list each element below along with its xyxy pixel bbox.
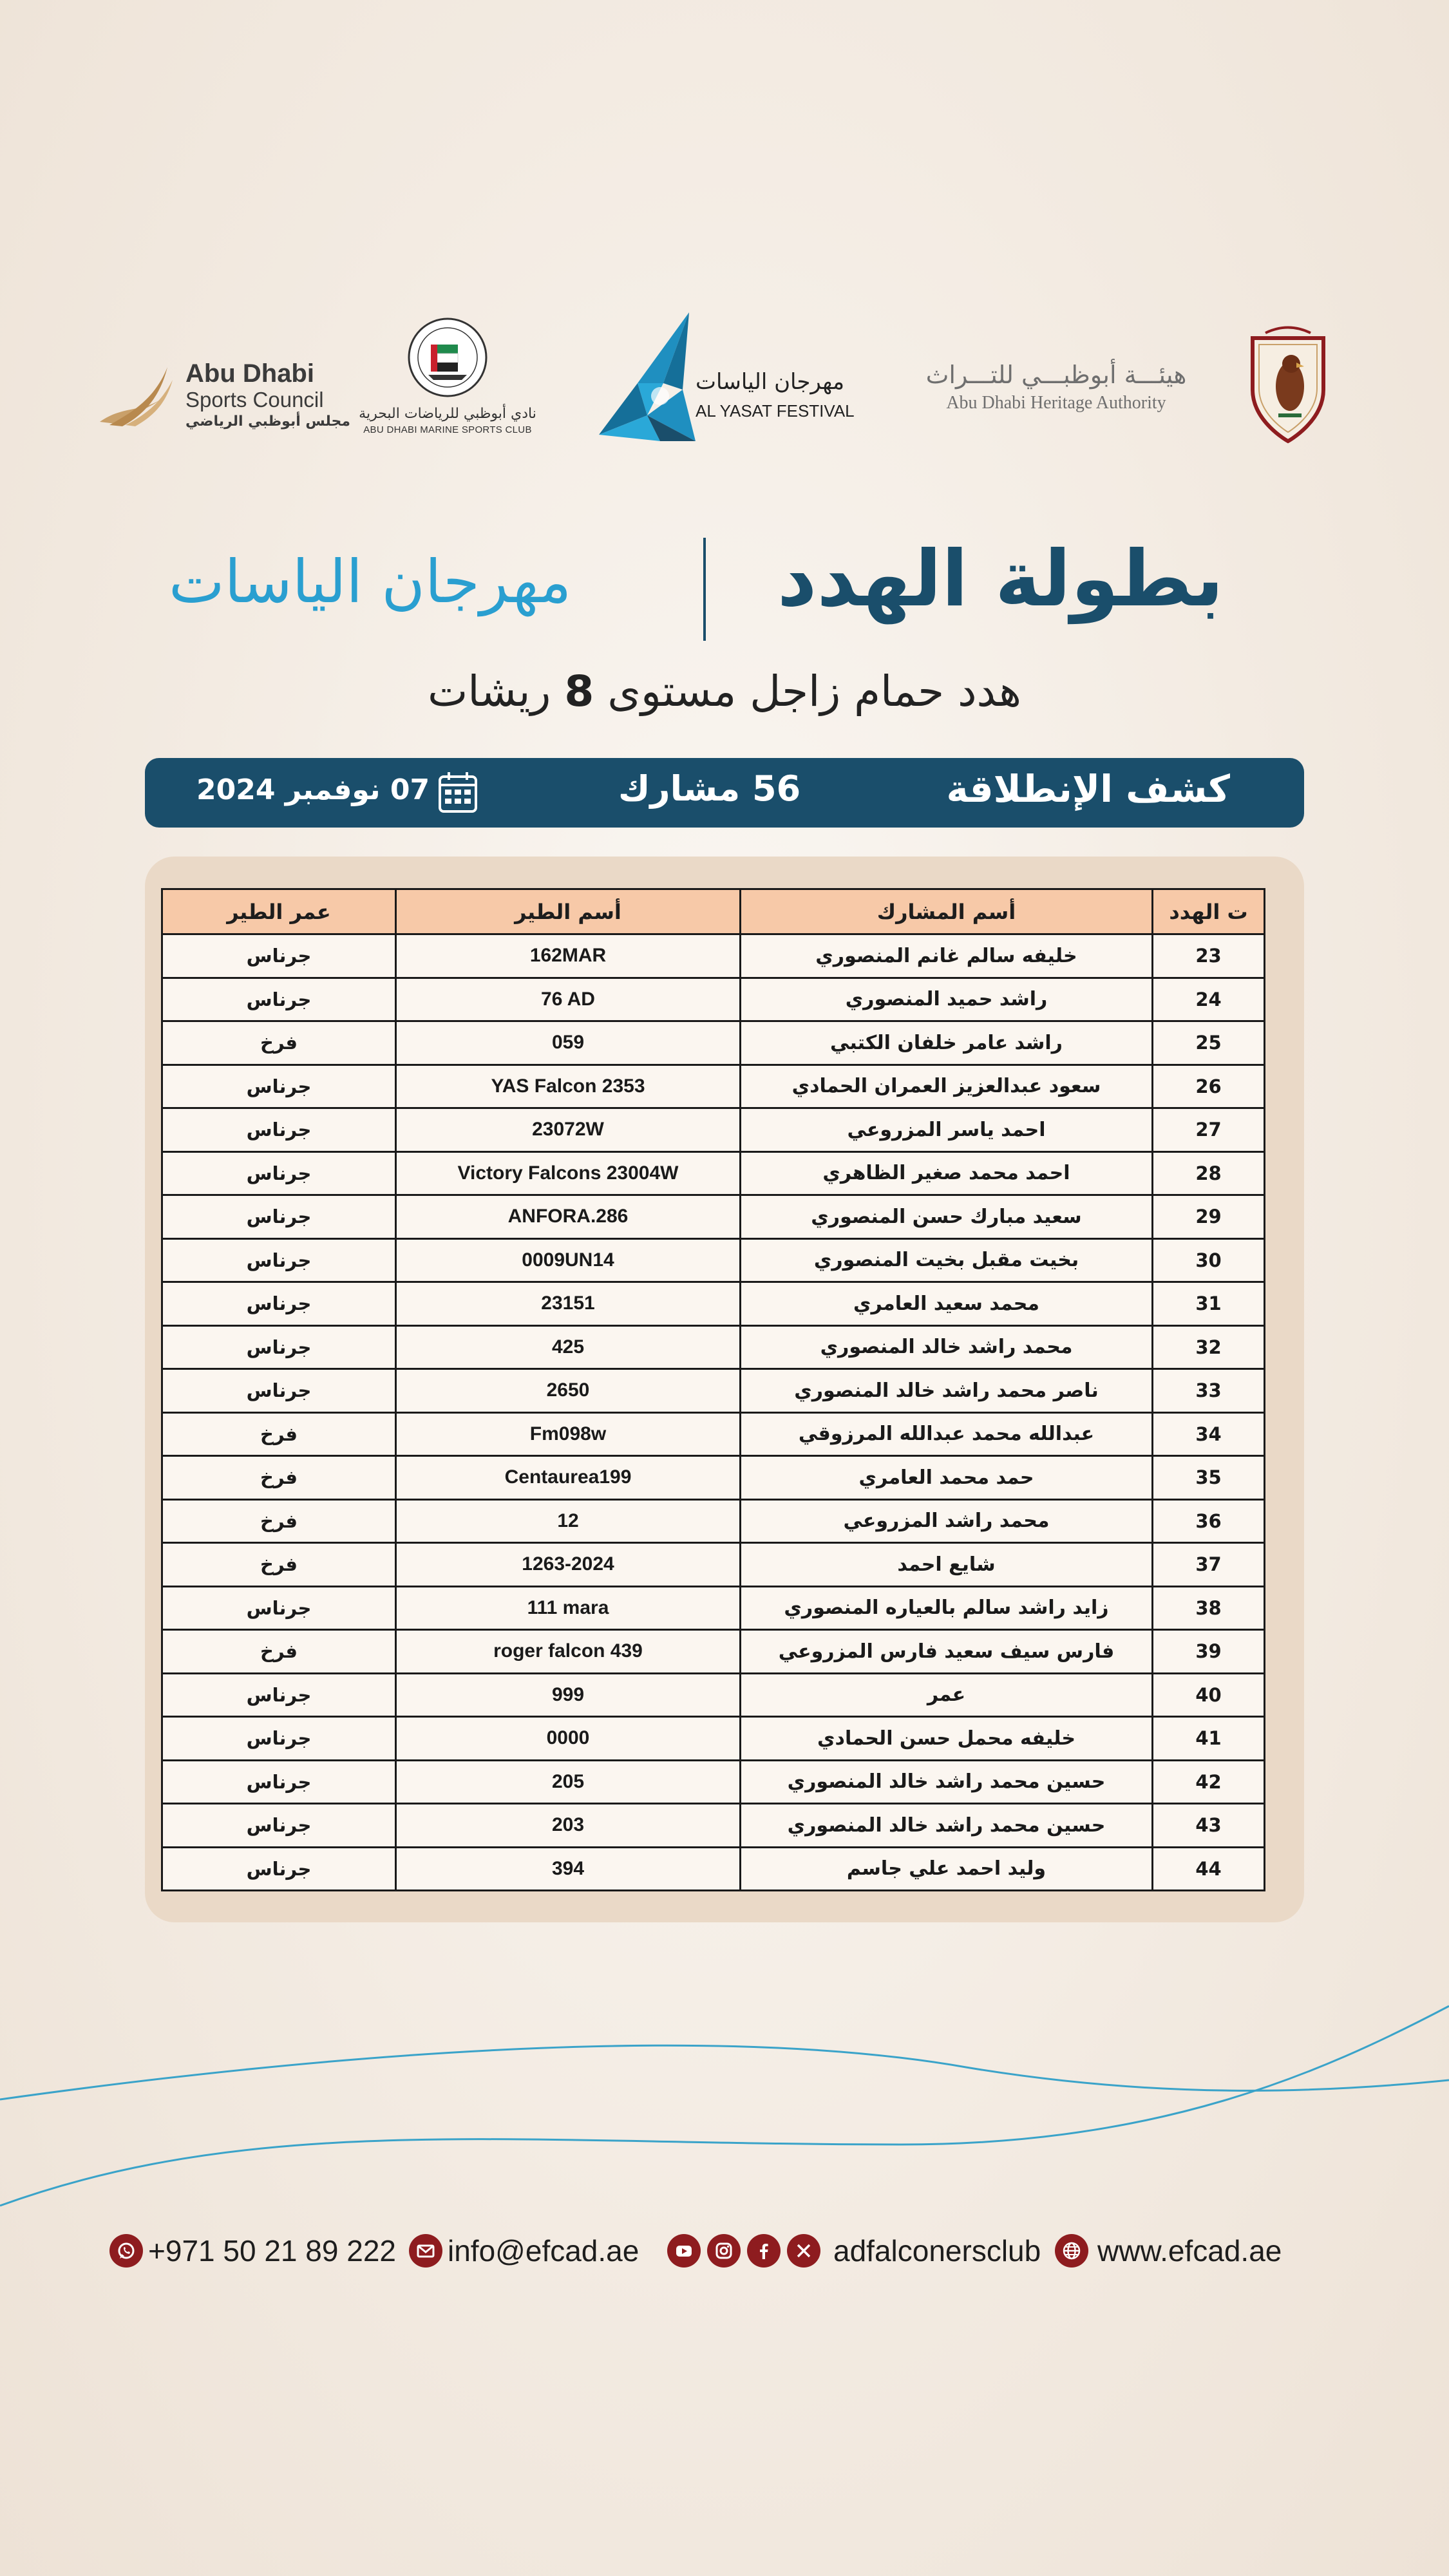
table-row [162,1151,1265,1195]
cell-number: 35 [1153,1456,1265,1500]
cell-bird-name: 2650 [396,1369,741,1413]
decorative-waves [0,1984,1449,2215]
cell-bird-name: 394 [396,1847,741,1891]
table-body [162,934,1265,1891]
cell-number: 23 [1153,934,1265,978]
cell-participant: محمد راشد المزروعي [741,1499,1153,1543]
email-icon [409,2234,442,2268]
cell-number: 29 [1153,1195,1265,1239]
cell-bird-name: 425 [396,1325,741,1369]
sports-council-name-line2: Sports Council [185,388,324,412]
cell-participant: شايع احمد [741,1543,1153,1587]
cell-participant: سعيد مبارك حسن المنصوري [741,1195,1153,1239]
whatsapp-icon [109,2234,143,2268]
cell-participant: خليفه سالم غانم المنصوري [741,934,1153,978]
table-row [162,1412,1265,1456]
table-row [162,1673,1265,1717]
cell-participant: احمد محمد صغير الظاهري [741,1151,1153,1195]
cell-bird-name: roger falcon 439 [396,1630,741,1674]
cell-participant: سعود عبدالعزيز العمران الحمادي [741,1065,1153,1108]
sports-council-logo [97,354,350,444]
table-row [162,1282,1265,1326]
table-row [162,1108,1265,1152]
logos-row [0,303,1449,464]
cell-bird-age: فرخ [162,1630,396,1674]
website-link[interactable] [1055,2228,1282,2273]
table-row [162,1630,1265,1674]
heritage-authority-logo [905,361,1208,438]
cell-participant: راشد حميد المنصوري [741,978,1153,1021]
cell-bird-name: 23151 [396,1282,741,1326]
cell-bird-name: YAS Falcon 2353 [396,1065,741,1108]
cell-participant: حسين محمد راشد خالد المنصوري [741,1804,1153,1848]
cell-participant: زايد راشد سالم بالعياره المنصوري [741,1586,1153,1630]
table-row [162,1586,1265,1630]
social-links [667,2228,1041,2273]
event-date: 07 نوفمبر 2024 [196,773,430,806]
website-url: www.efcad.ae [1097,2234,1282,2268]
yasat-sail-icon [599,312,696,441]
cell-bird-name: 162MAR [396,934,741,978]
title-divider [703,538,706,641]
cell-bird-age: جرناس [162,1238,396,1282]
cell-number: 37 [1153,1543,1265,1587]
participants-table-card [145,857,1304,1922]
cell-number: 33 [1153,1369,1265,1413]
cell-participant: عمر [741,1673,1153,1717]
marine-club-name-english: ABU DHABI MARINE SPORTS CLUB [363,424,532,435]
yasat-festival-name-english: AL YASAT FESTIVAL [696,401,855,421]
cell-number: 24 [1153,978,1265,1021]
cell-participant: فارس سيف سعيد فارس المزروعي [741,1630,1153,1674]
cell-bird-age: جرناس [162,1065,396,1108]
table-row [162,1021,1265,1065]
cell-bird-age: جرناس [162,1717,396,1761]
cell-number: 43 [1153,1804,1265,1848]
cell-bird-age: فرخ [162,1456,396,1500]
subtitle-text-after: ريشات [428,667,565,716]
cell-bird-age: جرناس [162,978,396,1021]
table-row [162,1760,1265,1804]
cell-number: 44 [1153,1847,1265,1891]
cell-participant: حسين محمد راشد خالد المنصوري [741,1760,1153,1804]
cell-bird-age: جرناس [162,1325,396,1369]
table-row [162,1717,1265,1761]
cell-participant: عبدالله محمد عبدالله المرزوقي [741,1412,1153,1456]
social-handle: adfalconersclub [833,2234,1041,2268]
marine-club-emblem-icon [402,316,493,399]
cell-bird-age: جرناس [162,1151,396,1195]
cell-bird-age: جرناس [162,1760,396,1804]
cell-number: 25 [1153,1021,1265,1065]
heritage-authority-name-arabic: هيئـــة أبوظبـــي للتـــراث [925,361,1187,389]
table-row [162,1065,1265,1108]
cell-bird-age: جرناس [162,1673,396,1717]
subtitle-level-number: 8 [564,667,594,716]
cell-bird-name: Victory Falcons 23004W [396,1151,741,1195]
sports-council-swoosh-icon [97,361,180,431]
phone-contact[interactable] [109,2228,396,2273]
cell-number: 42 [1153,1760,1265,1804]
table-row [162,1543,1265,1587]
cell-number: 40 [1153,1673,1265,1717]
calendar-icon [438,771,478,816]
launch-banner [145,758,1304,828]
banner-title: كشف الإنطلاقة [946,767,1230,811]
table-row [162,1847,1265,1891]
cell-number: 28 [1153,1151,1265,1195]
cell-bird-age: جرناس [162,1282,396,1326]
cell-bird-name: 203 [396,1804,741,1848]
sports-council-name-arabic: مجلس أبوظبي الرياضي [185,413,350,430]
cell-number: 31 [1153,1282,1265,1326]
cell-bird-name: 111 mara [396,1586,741,1630]
cell-bird-age: جرناس [162,934,396,978]
cell-number: 39 [1153,1630,1265,1674]
cell-number: 41 [1153,1717,1265,1761]
cell-bird-age: فرخ [162,1412,396,1456]
cell-number: 27 [1153,1108,1265,1152]
globe-icon [1055,2234,1088,2268]
phone-number: +971 50 21 89 222 [148,2234,396,2268]
table-row [162,1499,1265,1543]
header-number: ت الهدد [1153,889,1265,934]
cell-bird-name: Fm098w [396,1412,741,1456]
contact-footer [0,2228,1449,2280]
cell-bird-name: Centaurea199 [396,1456,741,1500]
cell-participant: خليفه محمل حسن الحمادي [741,1717,1153,1761]
yasat-festival-logo [599,312,869,441]
email-address: info@efcad.ae [448,2234,639,2268]
x-icon[interactable] [787,2234,820,2268]
table-row [162,934,1265,978]
participants-table [161,888,1265,1891]
race-subtitle [0,667,1449,716]
cell-number: 34 [1153,1412,1265,1456]
cell-bird-age: جرناس [162,1804,396,1848]
cell-participant: محمد سعيد العامري [741,1282,1153,1326]
cell-number: 26 [1153,1065,1265,1108]
cell-bird-name: 23072W [396,1108,741,1152]
cell-bird-name: ANFORA.286 [396,1195,741,1239]
cell-participant: بخيت مقبل بخيت المنصوري [741,1238,1153,1282]
instagram-icon[interactable] [707,2234,741,2268]
header-participant: أسم المشارك [741,889,1153,934]
cell-bird-age: جرناس [162,1586,396,1630]
table-row [162,1456,1265,1500]
cell-bird-name: 0000 [396,1717,741,1761]
cell-bird-name: 999 [396,1673,741,1717]
cell-bird-age: فرخ [162,1021,396,1065]
table-row [162,1804,1265,1848]
heritage-authority-name-english: Abu Dhabi Heritage Authority [946,393,1166,413]
cell-participant: حمد محمد العامري [741,1456,1153,1500]
cell-bird-age: جرناس [162,1195,396,1239]
header-bird-age: عمر الطير [162,889,396,934]
cell-bird-age: جرناس [162,1369,396,1413]
falcon-emblem-icon [1240,319,1336,448]
cell-bird-name: 059 [396,1021,741,1065]
header-bird-name: أسم الطير [396,889,741,934]
cell-bird-name: 205 [396,1760,741,1804]
yasat-festival-name-arabic: مهرجان الياسات [696,369,845,395]
cell-participant: راشد عامر خلفان الكتبي [741,1021,1153,1065]
cell-participant: ناصر محمد راشد خالد المنصوري [741,1369,1153,1413]
cell-bird-age: جرناس [162,1847,396,1891]
facebook-icon[interactable] [747,2234,781,2268]
cell-number: 30 [1153,1238,1265,1282]
table-row [162,1369,1265,1413]
cell-participant: وليد احمد علي جاسم [741,1847,1153,1891]
participant-count: 56 مشارك [618,768,801,809]
cell-bird-name: 76 AD [396,978,741,1021]
youtube-icon[interactable] [667,2234,701,2268]
cell-bird-age: فرخ [162,1499,396,1543]
cell-participant: محمد راشد خالد المنصوري [741,1325,1153,1369]
marine-sports-club-logo [357,316,538,444]
table-row [162,1238,1265,1282]
cell-bird-age: جرناس [162,1108,396,1152]
cell-number: 36 [1153,1499,1265,1543]
table-row [162,1325,1265,1369]
cell-number: 38 [1153,1586,1265,1630]
sports-council-name-line1: Abu Dhabi [185,359,314,388]
table-header-row [162,889,1265,934]
marine-club-name-arabic: نادي أبوظبي للرياضات البحرية [359,406,536,422]
cell-bird-name: 12 [396,1499,741,1543]
cell-bird-name: 0009UN14 [396,1238,741,1282]
cell-number: 32 [1153,1325,1265,1369]
table-row [162,1195,1265,1239]
festival-title: مهرجان الياسات [169,547,572,616]
cell-bird-age: فرخ [162,1543,396,1587]
championship-title: بطولة الهدد [777,535,1224,624]
table-row [162,978,1265,1021]
cell-participant: احمد ياسر المزروعي [741,1108,1153,1152]
subtitle-text-before: هدد حمام زاجل مستوى [594,667,1021,716]
cell-bird-name: 1263-2024 [396,1543,741,1587]
email-contact[interactable] [409,2228,639,2273]
